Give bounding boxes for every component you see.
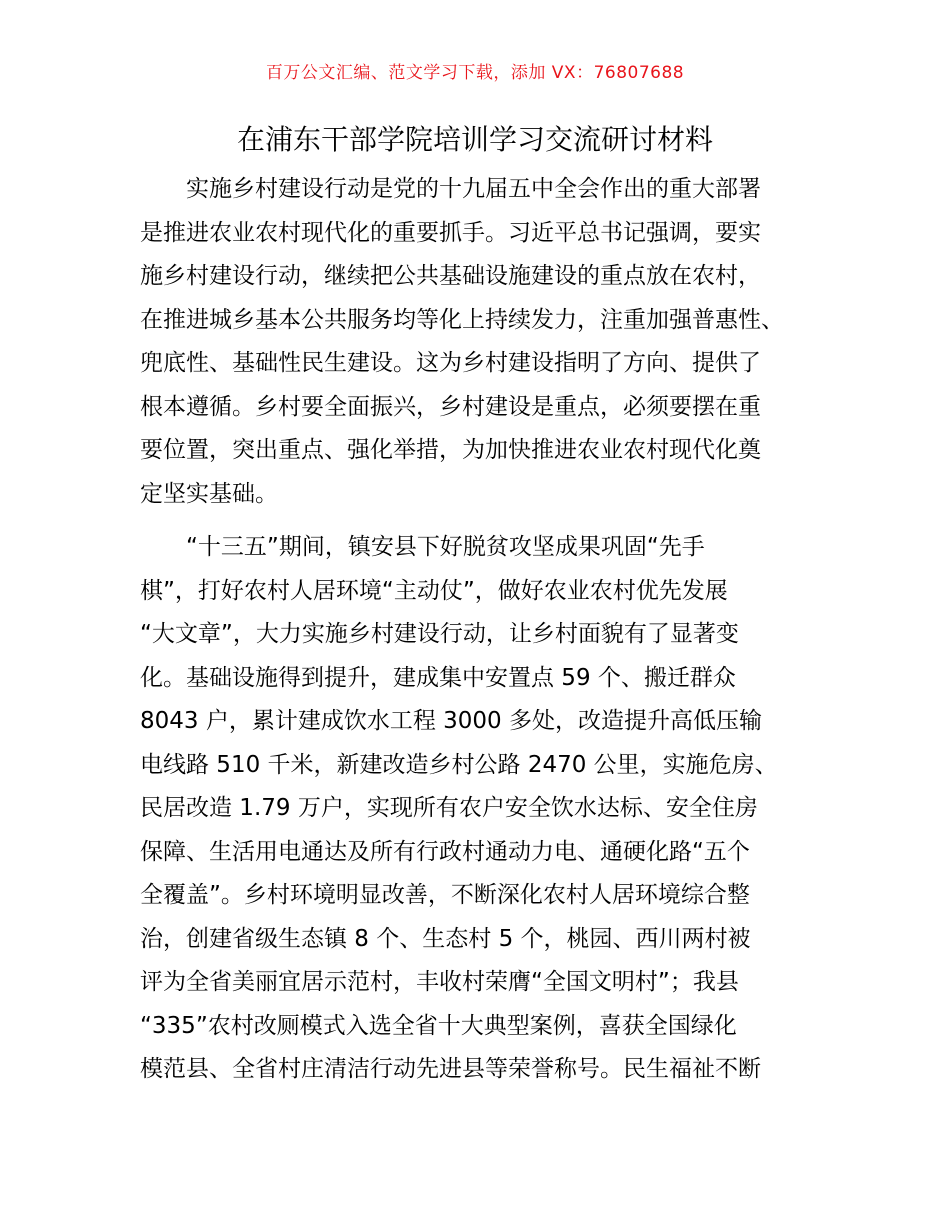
paragraph-line: 是推进农业农村现代化的重要抓手。习近平总书记强调，要实 [140, 219, 761, 246]
paragraph-line: 全覆盖”。乡村环境明显改善，不断深化农村人居环境综合整 [140, 882, 750, 908]
paragraph-line: 民居改造 1.79 万户，实现所有农户安全饮水达标、安全住房 [140, 795, 758, 821]
paragraph-line: 实施乡村建设行动是党的十九届五中全会作出的重大部署 [140, 176, 761, 202]
paragraph-line: 8043 户，累计建成饮水工程 3000 多处，改造提升高低压输 [140, 708, 762, 734]
paragraph-line: 电线路 510 千米，新建改造乡村公路 2470 公里，实施危房、 [140, 751, 778, 778]
paragraph-line: 要位置，突出重点、强化举措，为加快推进农业农村现代化奠 [140, 437, 761, 463]
paragraph-line: 评为全省美丽宜居示范村，丰收村荣膺“全国文明村”；我县 [140, 969, 739, 995]
paragraph-line: 棋”，打好农村人居环境“主动仗”，做好农业农村优先发展 [140, 577, 728, 604]
paragraph-line: “335”农村改厕模式入选全省十大典型案例，喜获全国绿化 [140, 1012, 737, 1039]
header-note: 百万公文汇编、范文学习下载，添加 VX：76807688 [265, 63, 685, 83]
paragraph-line: “大文章”，大力实施乡村建设行动，让乡村面貌有了显著变 [140, 621, 739, 647]
document-title: 在浦东干部学院培训学习交流研讨材料 [236, 123, 713, 156]
paragraph-line: 定坚实基础。 [140, 480, 278, 507]
paragraph-2 [140, 526, 830, 1092]
paragraph-line: 模范县、全省村庄清洁行动先进县等荣誉称号。民生福祉不断 [140, 1056, 761, 1082]
paragraph-line: 根本遵循。乡村要全面振兴，乡村建设是重点，必须要摆在重 [140, 393, 761, 420]
paragraph-line: 施乡村建设行动，继续把公共基础设施建设的重点放在农村， [140, 263, 761, 289]
paragraph-line: 保障、生活用电通达及所有行政村通动力电、通硬化路“五个 [140, 838, 750, 865]
paragraph-line: 化。基础设施得到提升，建成集中安置点 59 个、搬迁群众 [140, 664, 736, 691]
paragraph-1 [140, 168, 830, 516]
paragraph-line: 治，创建省级生态镇 8 个、生态村 5 个，桃园、西川两村被 [140, 925, 751, 952]
paragraph-line: 在推进城乡基本公共服务均等化上持续发力，注重加强普惠性、 [140, 306, 784, 333]
paragraph-line: 兜底性、基础性民生建设。这为乡村建设指明了方向、提供了 [140, 350, 761, 376]
paragraph-line: “十三五”期间，镇安县下好脱贫攻坚成果巩固“先手 [140, 534, 705, 560]
